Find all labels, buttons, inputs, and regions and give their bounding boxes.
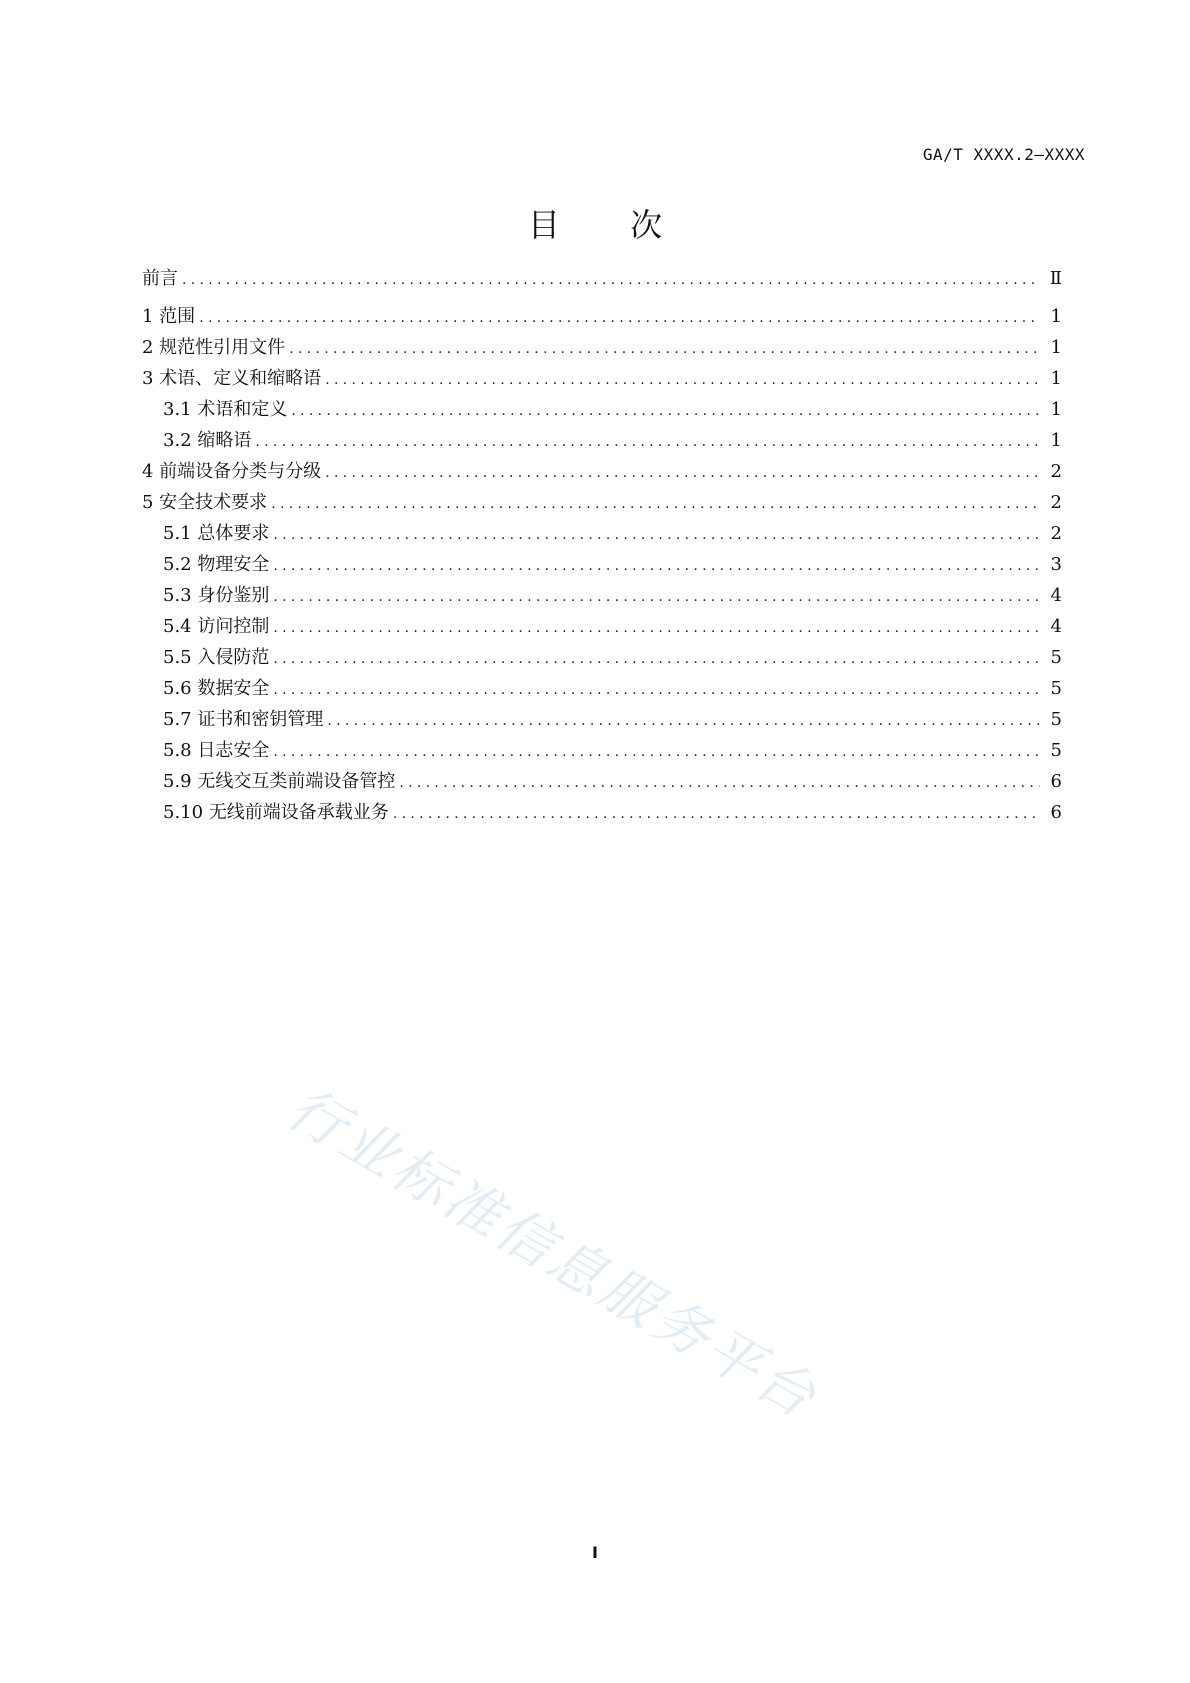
toc-entry-page: 5 [1050, 678, 1062, 699]
watermark: 行业标准信息服务平台 [276, 1075, 829, 1433]
toc-entry-label: 5.5 入侵防范 [163, 647, 270, 668]
toc-leader-dots [273, 737, 1040, 768]
toc-entry-page: 4 [1050, 585, 1062, 606]
toc-leader-dots [271, 489, 1040, 520]
toc-entry-label: 2 规范性引用文件 [142, 337, 286, 358]
toc-entry-foreword[interactable] [142, 263, 1062, 294]
toc-leader-dots [273, 520, 1040, 551]
toc-entry-page: 1 [1050, 337, 1062, 358]
toc-entry-label: 5 安全技术要求 [142, 492, 268, 513]
toc-entry-page: 3 [1050, 554, 1062, 575]
toc-entry-page: Ⅱ [1049, 268, 1062, 289]
toc-entry-wireless-services[interactable] [142, 797, 1062, 828]
toc-entry-log-security[interactable] [142, 735, 1062, 766]
toc-leader-dots [289, 334, 1040, 365]
toc-entry-physical-security[interactable] [142, 549, 1062, 580]
toc-entry-page: 4 [1050, 616, 1062, 637]
toc-entry-label: 4 前端设备分类与分级 [142, 461, 322, 482]
toc-entry-page: 1 [1050, 430, 1062, 451]
toc-entry-label: 3.2 缩略语 [163, 430, 252, 451]
toc-entry-scope[interactable] [142, 301, 1062, 332]
toc-entry-intrusion-prevention[interactable] [142, 642, 1062, 673]
toc-leader-dots [273, 675, 1040, 706]
toc-entry-terms[interactable] [142, 363, 1062, 394]
document-code: GA/T XXXX.2—XXXX [922, 145, 1085, 164]
page-number: I [592, 1543, 598, 1562]
toc-leader-dots [273, 613, 1040, 644]
toc-leader-dots [273, 551, 1040, 582]
toc-entry-label: 5.10 无线前端设备承载业务 [163, 802, 389, 823]
toc-leader-dots [325, 365, 1040, 396]
toc-entry-label: 前言 [142, 268, 178, 289]
toc-leader-dots [273, 582, 1040, 613]
toc-entry-abbreviations[interactable] [142, 425, 1062, 456]
toc-entry-label: 5.2 物理安全 [163, 554, 270, 575]
toc-leader-dots [182, 265, 1040, 296]
toc-entry-page: 5 [1050, 740, 1062, 761]
toc-entry-label: 5.1 总体要求 [163, 523, 270, 544]
toc-entry-label: 5.3 身份鉴别 [163, 585, 270, 606]
toc-entry-certificate-key-management[interactable] [142, 704, 1062, 735]
toc-leader-dots [393, 799, 1040, 830]
toc-entry-normative-references[interactable] [142, 332, 1062, 363]
toc-leader-dots [255, 427, 1040, 458]
toc-entry-label: 3 术语、定义和缩略语 [142, 368, 322, 389]
toc-entry-page: 1 [1050, 368, 1062, 389]
toc-entry-security-requirements[interactable] [142, 487, 1062, 518]
toc-entry-page: 2 [1050, 523, 1062, 544]
toc-entry-label: 1 范围 [142, 306, 196, 327]
toc-entry-page: 2 [1050, 461, 1062, 482]
toc-entry-page: 5 [1050, 709, 1062, 730]
toc-entry-page: 2 [1050, 492, 1062, 513]
toc-entry-label: 5.7 证书和密钥管理 [163, 709, 324, 730]
table-of-contents [142, 263, 1062, 828]
toc-entry-page: 1 [1050, 306, 1062, 327]
toc-entry-identification[interactable] [142, 580, 1062, 611]
toc-entry-data-security[interactable] [142, 673, 1062, 704]
toc-entry-page: 6 [1050, 771, 1062, 792]
toc-leader-dots [327, 706, 1040, 737]
toc-leader-dots [399, 768, 1040, 799]
toc-entry-label: 3.1 术语和定义 [163, 399, 288, 420]
toc-entry-wireless-interaction-control[interactable] [142, 766, 1062, 797]
toc-leader-dots [273, 644, 1040, 675]
toc-leader-dots [199, 303, 1040, 334]
toc-entry-classification[interactable] [142, 456, 1062, 487]
toc-leader-dots [325, 458, 1040, 489]
toc-entry-general-requirements[interactable] [142, 518, 1062, 549]
toc-title: 目 次 [527, 206, 693, 244]
toc-entry-label: 5.6 数据安全 [163, 678, 270, 699]
toc-entry-access-control[interactable] [142, 611, 1062, 642]
toc-entry-label: 5.8 日志安全 [163, 740, 270, 761]
toc-entry-page: 6 [1050, 802, 1062, 823]
toc-leader-dots [291, 396, 1040, 427]
toc-entry-terms-definitions[interactable] [142, 394, 1062, 425]
toc-entry-label: 5.9 无线交互类前端设备管控 [163, 771, 396, 792]
toc-entry-page: 1 [1050, 399, 1062, 420]
toc-entry-page: 5 [1050, 647, 1062, 668]
toc-entry-label: 5.4 访问控制 [163, 616, 270, 637]
